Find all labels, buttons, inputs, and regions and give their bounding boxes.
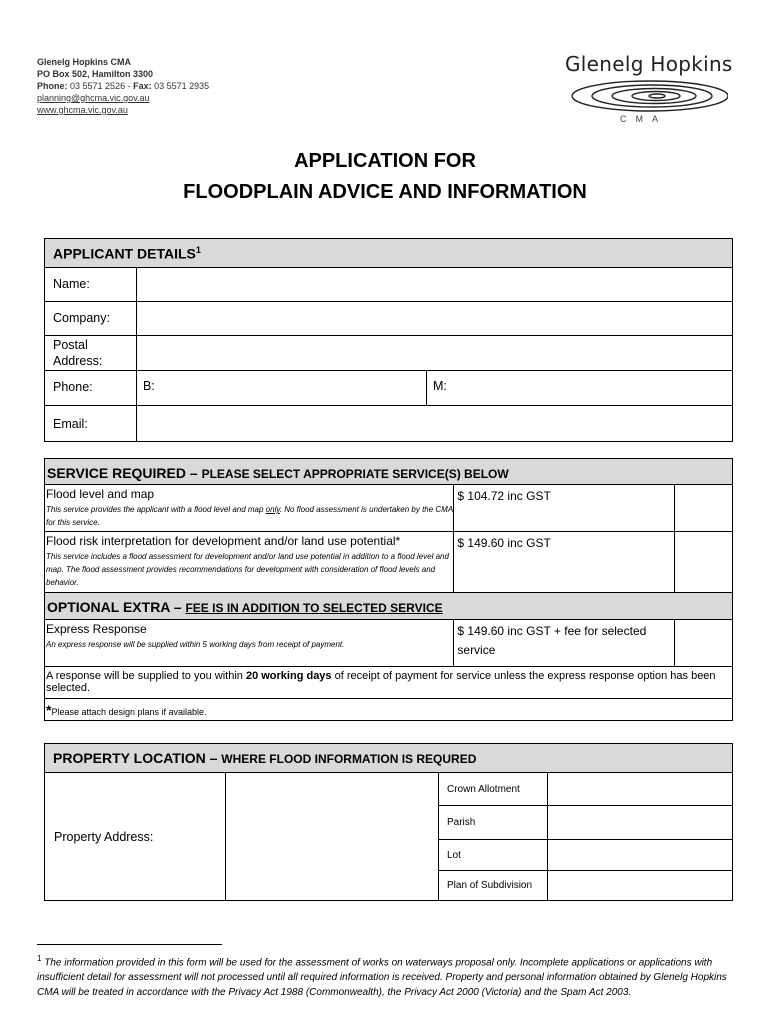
logo-sub: CMA — [620, 114, 667, 124]
footnote: $^1$ The information provided in this form will be used for the assessment of works on waterways proposal only. Incomplete applications or applications with insufficient detail for assessment will not processed until all required information is received. Property and personal information obtained by Glenelg Hopkins CMA will be treated in accordance with the Privacy Act 1988 (Commonwealth), the Privacy Act 2000 (Victoria) and the Spam Act 2003. — [37, 954, 727, 999]
crown-allotment-field[interactable] — [548, 773, 733, 806]
property-address-field[interactable] — [226, 773, 439, 901]
postal-address-field[interactable] — [137, 336, 733, 371]
parish-field[interactable] — [548, 806, 733, 840]
website-link[interactable]: www.ghcma.vic.gov.au — [37, 105, 128, 115]
phone-label: Phone: — [37, 81, 68, 91]
email-label: Email: — [45, 406, 137, 442]
property-address-label: Property Address: — [45, 773, 226, 901]
page-title-line-1: APPLICATION FOR — [294, 150, 476, 172]
attach-plans-note: *Please attach design plans if available. — [45, 699, 733, 721]
service-flood-risk: Flood risk interpretation for development and/or land use potential* This service includes a flood assessment for development and/or land use potential in addition to a flood level and map. The flood assessment provides recommendations for development with consideration of flood levels and behavior. — [45, 532, 454, 593]
logo-rings-icon — [568, 79, 728, 113]
express-response-price: $ 149.60 inc GST + fee for selected service — [454, 620, 675, 667]
optional-extra-heading: OPTIONAL EXTRA – FEE IS IN ADDITION TO SELECTED SERVICE — [45, 593, 733, 620]
phone-number: 03 5571 2526 — [70, 81, 126, 91]
applicant-details-table — [44, 238, 733, 442]
lot-field[interactable] — [548, 840, 733, 871]
company-label: Company: — [45, 302, 137, 336]
service-flood-risk-checkbox[interactable] — [675, 532, 733, 593]
property-heading: PROPERTY LOCATION – WHERE FLOOD INFORMATION IS REQURED — [45, 744, 733, 773]
phone-label: Phone: — [45, 371, 137, 406]
name-label: Name: — [45, 268, 137, 302]
contact-block: Glenelg Hopkins CMA PO Box 502, Hamilton 3300 Phone: 03 5571 2526 - Fax: 03 5571 2935 planning@ghcma.vic.gov.au www.ghcma.vic.gov.au — [37, 57, 210, 115]
email-link[interactable]: planning@ghcma.vic.gov.au — [37, 93, 150, 103]
express-response: Express Response An express response will be supplied within 5 working days from receipt of payment. — [45, 620, 454, 667]
fax-number: 03 5571 2935 — [154, 81, 210, 91]
service-flood-risk-price: $ 149.60 inc GST — [454, 532, 675, 593]
plan-of-subdivision-label: Plan of Subdivision — [439, 871, 548, 901]
express-response-checkbox[interactable] — [675, 620, 733, 667]
phone-mobile-field[interactable]: M: — [427, 371, 733, 406]
logo-name: Glenelg Hopkins — [565, 52, 733, 76]
footnote-divider — [37, 944, 222, 945]
crown-allotment-label: Crown Allotment — [439, 773, 548, 806]
service-flood-level-map: Flood level and map This service provides the applicant with a flood level and map only. No flood assessment is undertaken by the CMA for this service. — [45, 485, 454, 532]
email-field[interactable] — [137, 406, 733, 442]
name-field[interactable] — [137, 268, 733, 302]
org-name: Glenelg Hopkins CMA — [37, 57, 132, 67]
po-box: PO Box 502, Hamilton 3300 — [37, 69, 154, 79]
plan-of-subdivision-field[interactable] — [548, 871, 733, 901]
postal-address-label: Postal Address: — [45, 336, 137, 371]
parish-label: Parish — [439, 806, 548, 840]
phone-business-field[interactable]: B: — [137, 371, 427, 406]
company-field[interactable] — [137, 302, 733, 336]
response-time-info: A response will be supplied to you within 20 working days of receipt of payment for service unless the express response option has been selected. — [45, 667, 733, 699]
service-flood-level-checkbox[interactable] — [675, 485, 733, 532]
applicant-heading: APPLICANT DETAILS$^1$ — [45, 239, 733, 268]
service-heading: SERVICE REQUIRED – PLEASE SELECT APPROPRIATE SERVICE(S) BELOW — [45, 459, 733, 485]
service-flood-level-price: $ 104.72 inc GST — [454, 485, 675, 532]
lot-label: Lot — [439, 840, 548, 871]
page-title-line-2: FLOODPLAIN ADVICE AND INFORMATION — [183, 181, 587, 203]
property-location-table — [44, 743, 733, 901]
fax-label: Fax: — [133, 81, 152, 91]
service-required-table — [44, 458, 733, 721]
